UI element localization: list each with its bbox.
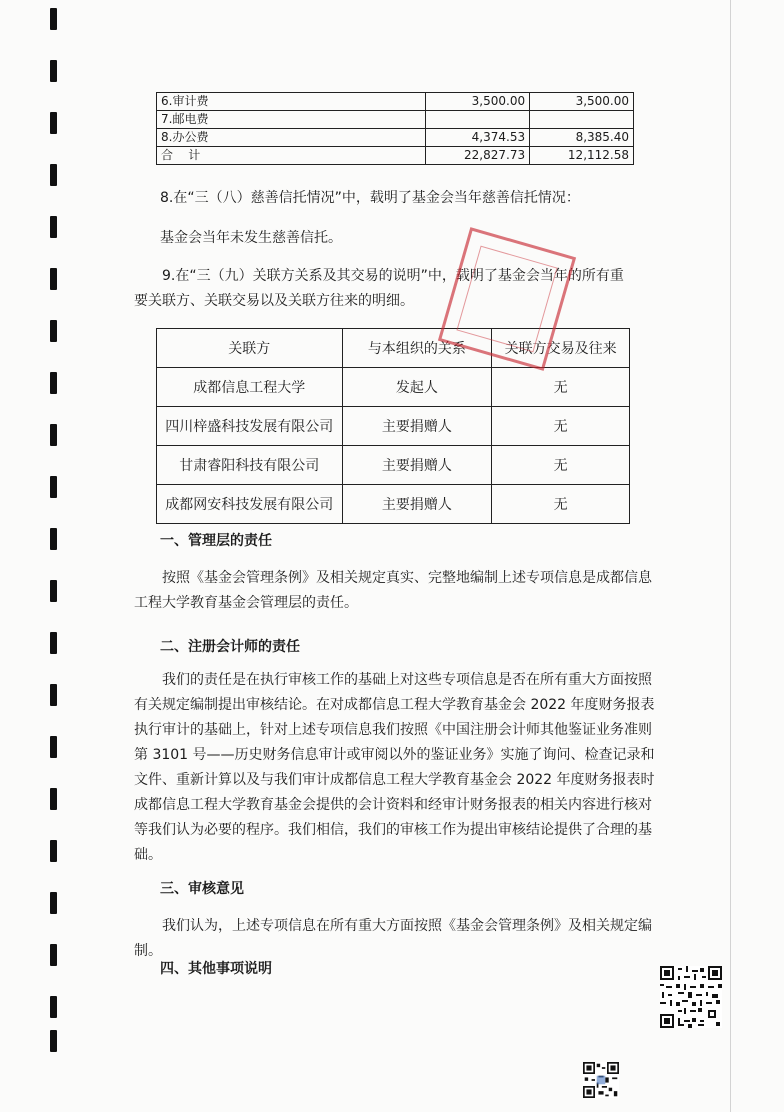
related-party-relation: 主要捐赠人 [342,446,492,485]
section3-title: 三、审核意见 [160,881,244,897]
section2-body: 我们的责任是在执行审核工作的基础上对这些专项信息是否在所有重大方面按照有关规定编制提出审核结论。在对成都信息工程大学教育基金会 2022 年度财务报表执行审计的基础上，针对上述专项信息我们按照《中国注册会计师其他鉴证业务准则第 3101 号——历史财务信息审计或审阅以外的鉴证业务》实施了询问、检查记录和文件、重新计算以及与我们审计成都信息工程大学教育基金会 2022 年度财务报表时成都信息工程大学教育基金会提供的会计资料和经审计财务报表的相关内容进行核对等我们认为必要的程序。我们相信，我们的审核工作为提出审核结论提供了合理的基础。 [134,672,655,863]
table-row [157,147,634,165]
table-row [157,111,634,129]
expense-label: 8.办公费 [157,129,426,147]
expense-table [156,92,634,165]
related-party-transactions: 无 [492,485,630,524]
section1-title: 一、管理层的责任 [160,533,272,549]
item8-text: 8.在“三（八）慈善信托情况”中，载明了基金会当年慈善信托情况： [160,190,580,206]
item8-detail: 基金会当年未发生慈善信托。 [160,230,342,246]
expense-label: 合 计 [157,147,426,165]
table-row [157,93,634,111]
related-party-name: 四川梓盛科技发展有限公司 [157,407,343,446]
section3-body: 我们认为，上述专项信息在所有重大方面按照《基金会管理条例》及相关规定编制。 [134,918,652,959]
related-party-relation: 发起人 [342,368,492,407]
related-party-transactions: 无 [492,368,630,407]
table-row [157,368,630,407]
related-party-transactions: 无 [492,407,630,446]
expense-current: 3,500.00 [426,93,530,111]
expense-prior: 12,112.58 [530,147,634,165]
binding-holes [46,0,62,1112]
related-party-relation: 主要捐赠人 [342,407,492,446]
section4-title: 四、其他事项说明 [160,961,272,977]
table-header-row [157,329,630,368]
related-party-name: 成都信息工程大学 [157,368,343,407]
column-header: 关联方 [157,329,343,368]
related-party-name: 成都网安科技发展有限公司 [157,485,343,524]
table-row [157,129,634,147]
section2-title: 二、注册会计师的责任 [160,639,300,655]
table-row [157,446,630,485]
expense-current: 22,827.73 [426,147,530,165]
expense-label: 7.邮电费 [157,111,426,129]
related-party-transactions: 无 [492,446,630,485]
qr-code-small-icon [583,1062,619,1098]
related-party-table [156,328,630,524]
column-header: 关联方交易及往来 [492,329,630,368]
expense-label: 6.审计费 [157,93,426,111]
expense-prior: 8,385.40 [530,129,634,147]
qr-code-large-icon [660,966,722,1028]
expense-prior: 3,500.00 [530,93,634,111]
expense-current: 4,374.53 [426,129,530,147]
table-row [157,485,630,524]
section1-body: 按照《基金会管理条例》及相关规定真实、完整地编制上述专项信息是成都信息工程大学教育基金会管理层的责任。 [134,570,652,611]
column-header: 与本组织的关系 [342,329,492,368]
item9-text: 9.在“三（九）关联方关系及其交易的说明”中，载明了基金会当年的所有重要关联方、关联交易以及关联方往来的明细。 [134,268,624,309]
related-party-relation: 主要捐赠人 [342,485,492,524]
expense-prior [530,111,634,129]
related-party-name: 甘肃睿阳科技有限公司 [157,446,343,485]
table-row [157,407,630,446]
expense-current [426,111,530,129]
page-edge [730,0,731,1112]
